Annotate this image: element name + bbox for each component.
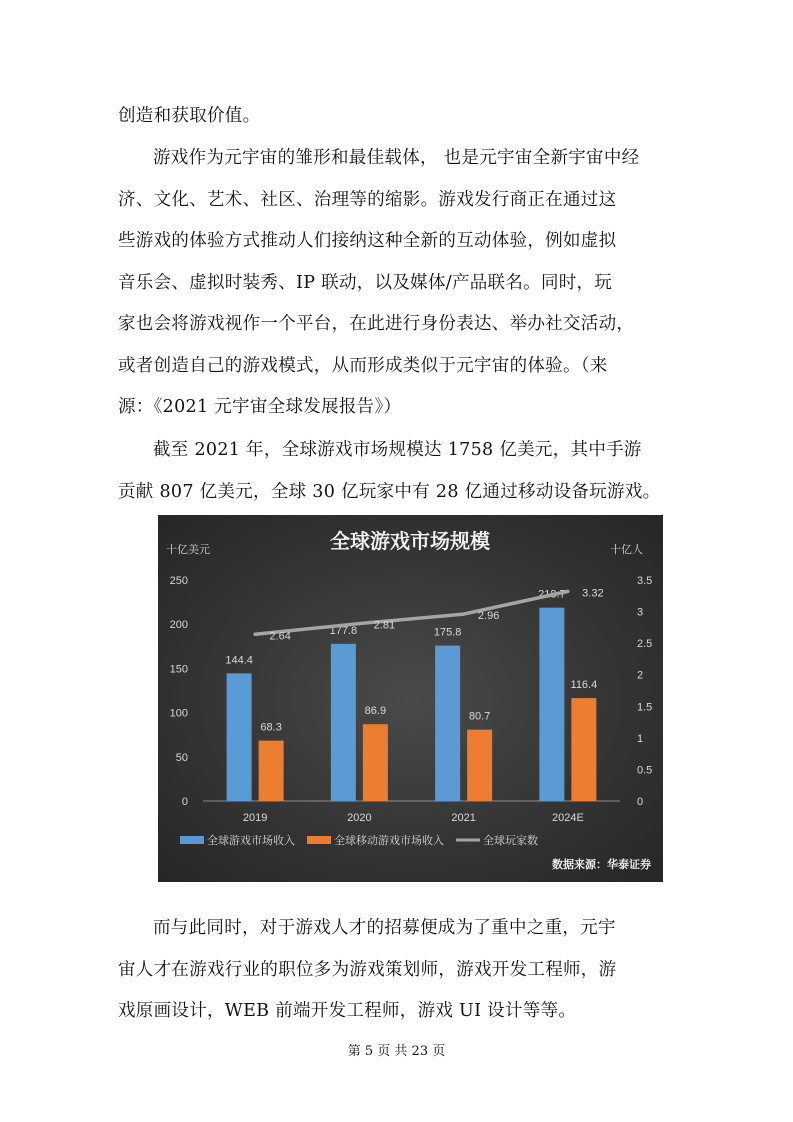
text-line: 或者创造自己的游戏模式，从而形成类似于元宇宙的体验。（来 bbox=[118, 355, 608, 376]
left-tick-label: 150 bbox=[169, 663, 188, 676]
players-data-label: 2.96 bbox=[477, 610, 500, 623]
bar-mobile bbox=[259, 741, 284, 801]
bar-total bbox=[435, 646, 460, 801]
bar-total bbox=[227, 673, 252, 801]
right-tick-label: 2 bbox=[637, 669, 644, 682]
text-line: 游戏作为元宇宙的雏形和最佳载体， 也是元宇宙全新宇宙中经 bbox=[153, 148, 640, 168]
chart-svg bbox=[158, 515, 663, 882]
text-line: 宙人才在游戏行业的职位多为游戏策划师，游戏开发工程师，游 bbox=[118, 959, 617, 980]
right-axis-unit: 十亿人 bbox=[610, 544, 643, 556]
players-point bbox=[462, 613, 465, 616]
bar-data-label: 68.3 bbox=[260, 721, 282, 734]
text-line: 贡献 807 亿美元，全球 30 亿玩家中有 28 亿通过移动设备玩游戏。 bbox=[118, 481, 661, 502]
right-tick-label: 0.5 bbox=[637, 764, 653, 777]
paragraph-intro-end bbox=[118, 96, 674, 138]
chart-source: 数据来源：华泰证券 bbox=[552, 859, 651, 871]
legend-label: 全球移动游戏市场收入 bbox=[334, 835, 444, 847]
text-line: 音乐会、虚拟时装秀、IP 联动，以及媒体/产品联名。同时，玩 bbox=[118, 272, 613, 293]
players-point bbox=[254, 633, 257, 636]
bar-data-label: 144.4 bbox=[225, 654, 253, 667]
bar-mobile bbox=[571, 698, 596, 801]
right-tick-label: 0 bbox=[637, 796, 644, 808]
players-line bbox=[255, 588, 568, 634]
category-label: 2021 bbox=[451, 812, 476, 824]
left-tick-label: 100 bbox=[169, 707, 188, 720]
players-point bbox=[358, 622, 361, 625]
right-tick-label: 3.5 bbox=[637, 575, 653, 587]
bar-mobile bbox=[363, 724, 388, 801]
legend-swatch bbox=[180, 836, 204, 844]
players-data-label: 2.64 bbox=[269, 630, 291, 643]
left-tick-label: 0 bbox=[181, 796, 188, 808]
right-tick-label: 1 bbox=[637, 732, 644, 745]
bar-data-label: 175.8 bbox=[433, 626, 462, 639]
text-line: 源：《2021 元宇宙全球发展报告》） bbox=[118, 397, 402, 417]
text-line: 些游戏的体验方式推动人们接纳这种全新的互动体验，例如虚拟 bbox=[118, 231, 617, 251]
bar-total bbox=[539, 608, 564, 801]
right-tick-label: 2.5 bbox=[637, 638, 653, 651]
bar-data-label: 218.7 bbox=[538, 588, 566, 601]
left-tick-label: 250 bbox=[169, 575, 188, 587]
paragraph-talent bbox=[118, 908, 674, 1033]
category-label: 2024E bbox=[551, 812, 584, 824]
text-line: 创造和获取价值。 bbox=[118, 106, 261, 126]
market-chart bbox=[158, 515, 663, 882]
right-tick-label: 3 bbox=[637, 606, 644, 619]
players-point bbox=[566, 590, 569, 593]
right-tick-label: 1.5 bbox=[637, 701, 653, 714]
left-axis-unit: 十亿美元 bbox=[166, 544, 210, 556]
legend-label: 全球玩家数 bbox=[483, 835, 538, 847]
legend-label: 全球游戏市场收入 bbox=[207, 835, 295, 847]
players-data-label: 3.32 bbox=[582, 587, 604, 600]
bar-data-label: 177.8 bbox=[329, 624, 358, 637]
chart-title: 全球游戏市场规模 bbox=[330, 529, 490, 553]
bar-total bbox=[331, 644, 356, 801]
bar-mobile bbox=[467, 730, 492, 801]
left-tick-label: 200 bbox=[169, 619, 188, 632]
left-tick-label: 50 bbox=[175, 751, 188, 764]
text-line: 而与此同时，对于游戏人才的招募便成为了重中之重，元宇 bbox=[153, 918, 616, 938]
category-label: 2019 bbox=[242, 812, 268, 824]
text-line: 戏原画设计，WEB 前端开发工程师，游戏 UI 设计等等。 bbox=[118, 1001, 577, 1021]
category-label: 2020 bbox=[347, 812, 372, 824]
text-line: 截至 2021 年，全球游戏市场规模达 1758 亿美元，其中手游 bbox=[153, 440, 642, 460]
bar-data-label: 116.4 bbox=[570, 679, 598, 692]
paragraph-market-size bbox=[118, 430, 674, 513]
page-footer: 第 5 页 共 23 页 bbox=[347, 1044, 446, 1059]
players-data-label: 2.81 bbox=[373, 619, 396, 632]
text-line: 济、文化、艺术、社区、治理等的缩影。游戏发行商正在通过这 bbox=[118, 189, 617, 210]
paragraph-game-metaverse bbox=[118, 138, 674, 429]
text-line: 家也会将游戏视作一个平台，在此进行身份表达、举办社交活动， bbox=[118, 314, 635, 334]
bar-data-label: 86.9 bbox=[364, 705, 387, 718]
legend-swatch bbox=[307, 836, 331, 844]
bar-data-label: 80.7 bbox=[468, 710, 491, 723]
